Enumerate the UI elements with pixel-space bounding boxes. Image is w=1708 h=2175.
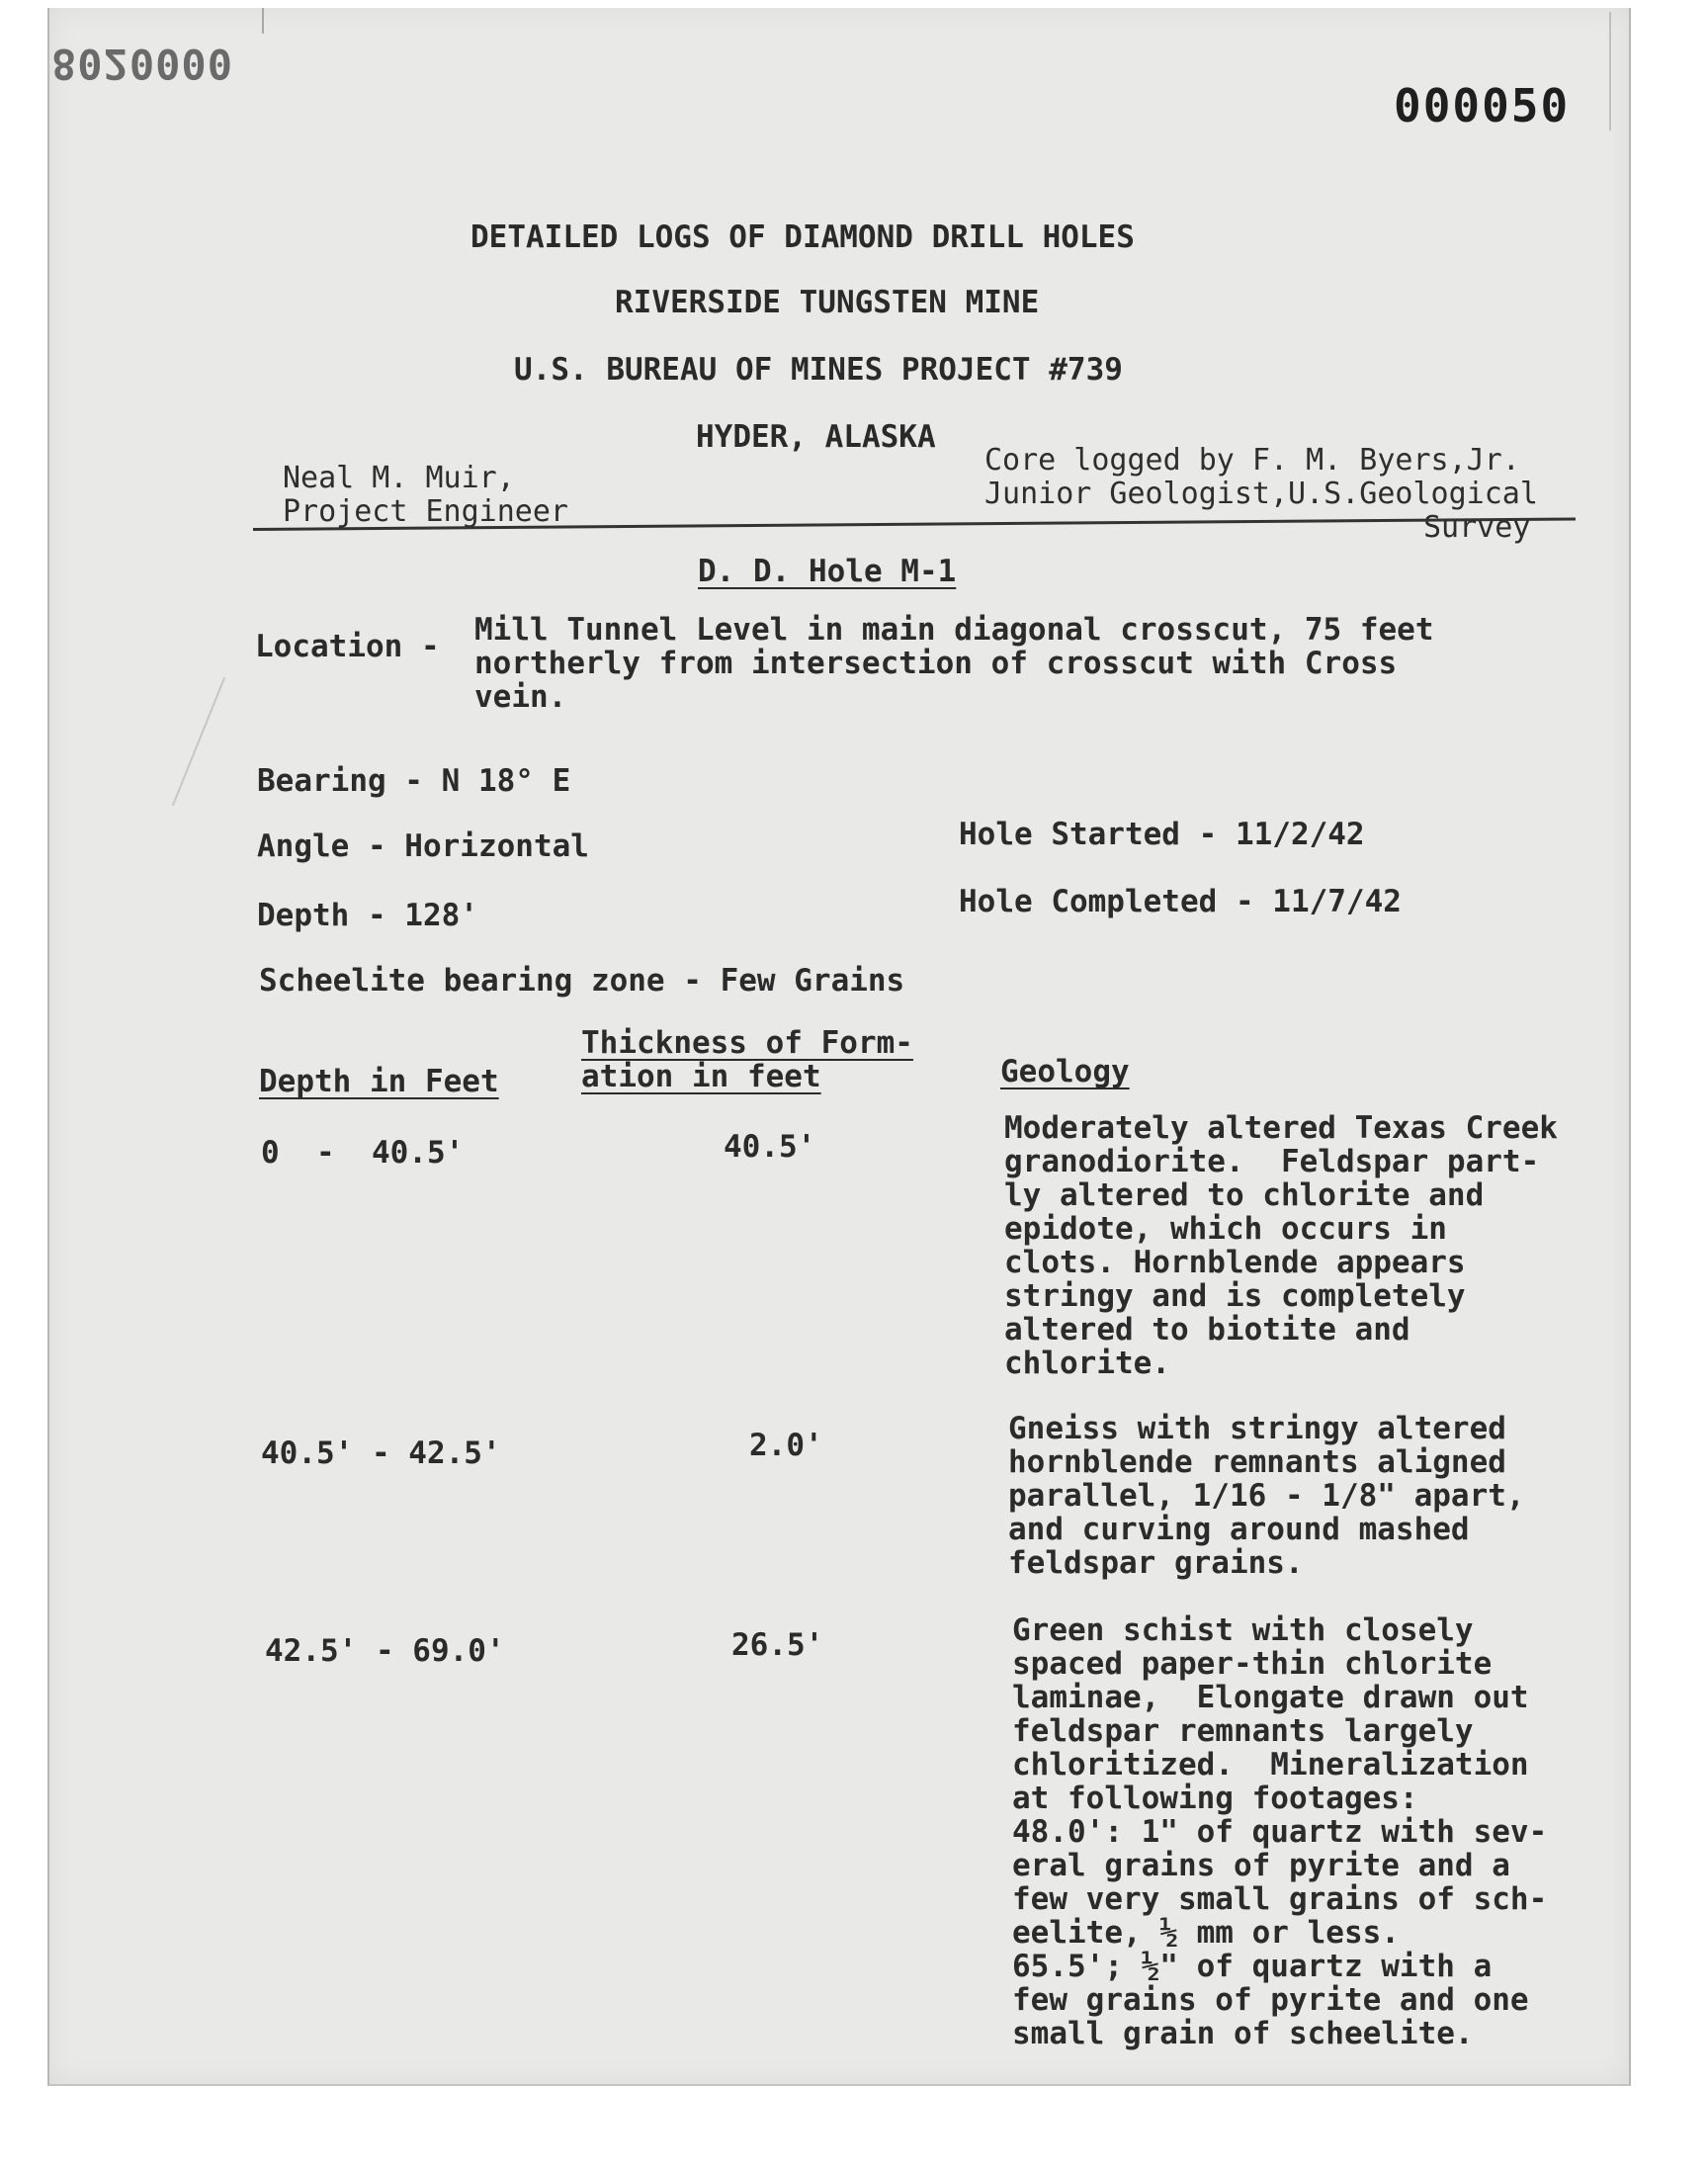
row-geology: Gneiss with stringy altered hornblende remnants aligned parallel, 1/16 - 1/8" apart, and curving around mashed feldspar grains. (1008, 1411, 1525, 1581)
document-title: DETAILED LOGS OF DIAMOND DRILL HOLES (470, 219, 1135, 255)
location-label: Location - (255, 629, 440, 664)
engineer-name: Neal M. Muir, (283, 461, 515, 495)
row-depth: 0 - 40.5' (261, 1135, 465, 1171)
scan-mark (262, 8, 264, 34)
row-geology: Moderately altered Texas Creek granodiorite. Feldspar part- ly altered to chlorite and epidote, which occurs in clots. Hornblende appears stringy and is completely altered to biotite and chlorite. (1004, 1110, 1558, 1381)
location-heading: HYDER, ALASKA (696, 419, 936, 455)
angle: Angle - Horizontal (257, 828, 589, 864)
row-thickness: 26.5' (731, 1627, 824, 1663)
hole-heading: D. D. Hole M-1 (698, 554, 957, 589)
row-geology: Green schist with closely spaced paper-thin chlorite laminae, Elongate drawn out feldspar remnants largely chloritized. Mineralization at following footages: 48.0': 1" of quartz with sev- eral grains of pyrite and a few very small grains of sch- eelite, ½ mm or less. 65.5'; ½" of quartz with a few grains of pyrite and one small grain of scheelite. (1012, 1612, 1548, 2051)
depth: Depth - 128' (257, 898, 478, 933)
scan-mark (1609, 12, 1611, 130)
serial-number-top-right: 000050 (1394, 79, 1571, 132)
row-depth: 40.5' - 42.5' (261, 1436, 501, 1471)
logger-line-2: Junior Geologist,U.S.Geological (984, 477, 1538, 511)
column-header-thickness: Thickness of Form- ation in feet (581, 1025, 913, 1094)
row-thickness: 2.0' (749, 1428, 823, 1463)
project-name: U.S. BUREAU OF MINES PROJECT #739 (514, 352, 1123, 388)
serial-number-top-left: 8020000 (51, 40, 234, 88)
scheelite-zone: Scheelite bearing zone - Few Grains (259, 963, 905, 999)
mine-name: RIVERSIDE TUNGSTEN MINE (615, 285, 1040, 320)
hole-started: Hole Started - 11/2/42 (959, 817, 1365, 852)
location-text: Mill Tunnel Level in main diagonal crosscut, 75 feet northerly from intersection of crosscut with Cross vein. (474, 612, 1434, 715)
bearing: Bearing - N 18° E (257, 763, 571, 799)
column-header-geology: Geology (1000, 1054, 1130, 1089)
logger-line-3: Survey (1423, 510, 1531, 545)
engineer-title: Project Engineer (283, 494, 568, 529)
row-depth: 42.5' - 69.0' (265, 1633, 505, 1669)
column-header-depth: Depth in Feet (259, 1064, 499, 1099)
row-thickness: 40.5' (724, 1129, 816, 1165)
hole-completed: Hole Completed - 11/7/42 (959, 884, 1402, 919)
logger-line-1: Core logged by F. M. Byers,Jr. (984, 443, 1520, 478)
